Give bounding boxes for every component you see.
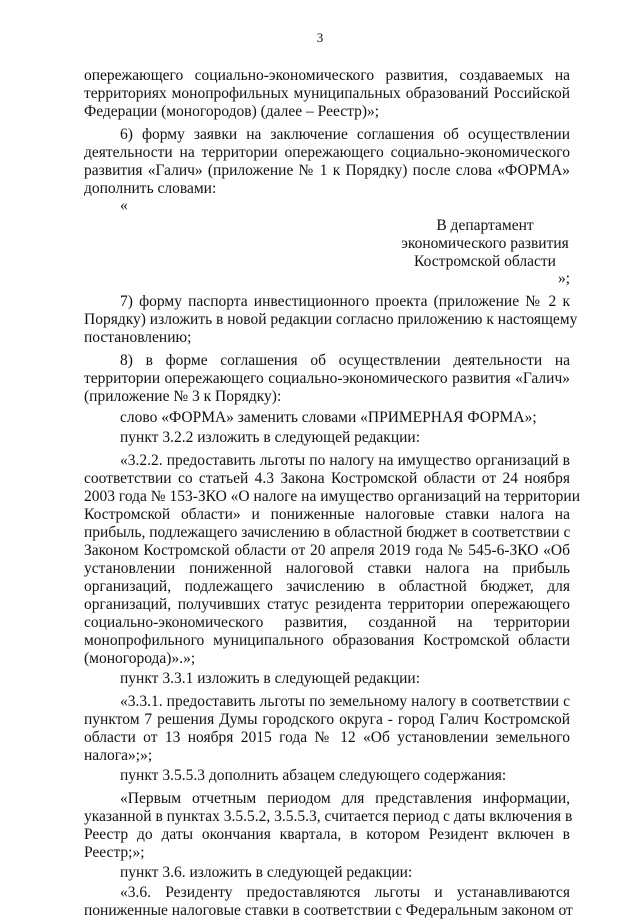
text-line: организаций, подлежащего зачислению в областной бюджет, для (84, 578, 570, 595)
text-line: (приложение № 3 к Порядку): (84, 388, 282, 405)
text-line: монопрофильного муниципального образования Костромской области (84, 632, 570, 649)
text-line: Реестр до даты окончания квартала, в котором Резидент включен в (84, 826, 570, 843)
text-line: установлении пониженной налоговой ставки налога на прибыль (84, 560, 570, 577)
text-line: деятельности на территории опережающего социально-экономического (84, 144, 570, 161)
text-line: «Первым отчетным периодом для представления информации, (120, 790, 570, 807)
text-line: Федерации (моногородов) (далее – Реестр)»; (84, 103, 380, 120)
text-line: дополнить словами: (84, 180, 217, 197)
text-line: налога»;»; (84, 747, 153, 764)
text-line: пункт 3.5.5.3 дополнить абзацем следующего содержания: (120, 767, 507, 784)
text-line: « (120, 197, 128, 214)
text-line: развития «Галич» (приложение № 1 к Порядку) после слова «ФОРМА» (84, 162, 570, 179)
text-line: соответствии со статьей 4.3 Закона Костромской области от 24 ноября (84, 470, 570, 487)
text-line: 2003 года № 153-ЗКО «О налоге на имущество организаций на территории (84, 488, 581, 505)
text-line: (моногорода)».»; (84, 650, 196, 667)
text-line: Реестр;»; (84, 844, 145, 861)
text-line: пунктом 7 решения Думы городского округа - город Галич Костромской (84, 711, 570, 728)
page-number: 3 (316, 30, 324, 45)
text-line: «3.6. Резиденту предоставляются льготы и устанавливаются (120, 884, 570, 901)
text-line: территории опережающего социально-экономического развития «Галич» (84, 370, 570, 387)
text-line: «3.2.2. предоставить льготы по налогу на имущество организаций в (120, 452, 570, 469)
text-line: опережающего социально-экономического развития, создаваемых на (84, 67, 570, 84)
text-line: прибыль, подлежащего зачислению в областной бюджет в соответствии с (84, 524, 571, 541)
text-line: «3.3.1. предоставить льготы по земельному налогу в соответствии с (120, 693, 570, 710)
text-line: Костромской области» и пониженные налоговые ставки налога на (84, 506, 570, 523)
text-line: территориях монопрофильных муниципальных образований Российской (84, 85, 570, 102)
text-line: пункт 3.6. изложить в следующей редакции: (120, 864, 413, 881)
text-line: слово «ФОРМА» заменить словами «ПРИМЕРНАЯ ФОРМА»; (120, 409, 537, 426)
text-line: организаций, получивших статус резидента территории опережающего (84, 596, 570, 613)
text-line: области от 13 ноября 2015 года № 12 «Об установлении земельного (84, 729, 570, 746)
text-line: пункт 3.2.2 изложить в следующей редакции: (120, 429, 421, 446)
text-line: 6) форму заявки на заключение соглашения об осуществлении (120, 126, 570, 143)
text-line: 7) форму паспорта инвестиционного проекта (приложение № 2 к (120, 293, 570, 310)
text-line: Порядку) изложить в новой редакции согласно приложению к настоящему (84, 311, 578, 328)
text-line: экономического развития (401, 235, 569, 252)
text-line: пониженные налоговые ставки в соответствии с Федеральным законом от (84, 902, 573, 919)
text-line: постановлению; (84, 329, 192, 346)
text-line: Законом Костромской области от 20 апреля 2019 года № 545-6-ЗКО «Об (84, 542, 570, 559)
text-line: Костромской области (414, 253, 556, 270)
text-line: указанной в пунктах 3.5.5.2, 3.5.5.3, считается период с даты включения в (84, 808, 573, 825)
text-line: В департамент (436, 217, 534, 234)
text-line: социально-экономического развития, созданной на территории (84, 614, 570, 631)
text-line: пункт 3.3.1 изложить в следующей редакции: (120, 670, 421, 687)
text-line: 8) в форме соглашения об осуществлении деятельности на (120, 352, 570, 369)
text-line: »; (557, 270, 570, 287)
